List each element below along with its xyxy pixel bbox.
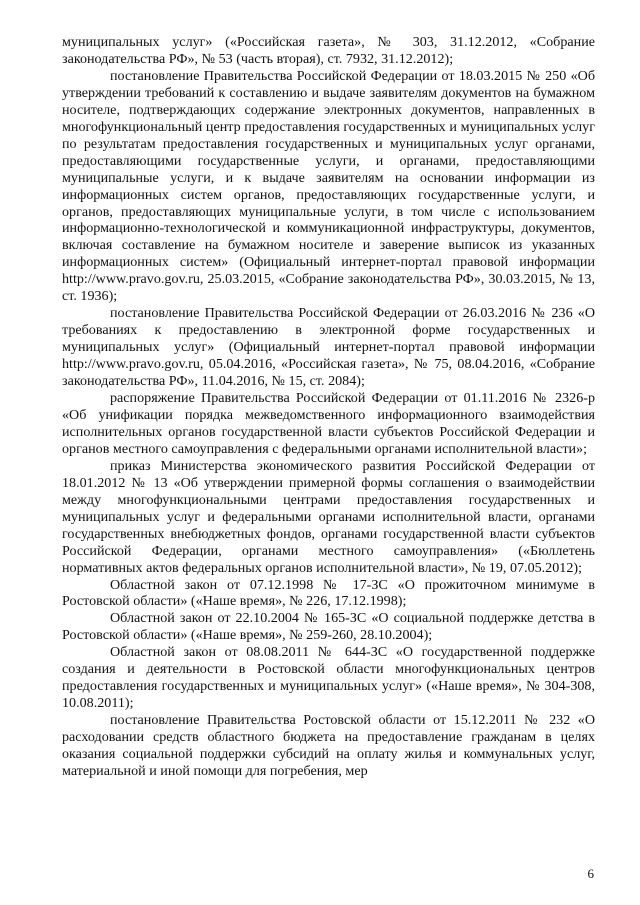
paragraph-regional-law-644: Областной закон от 08.08.2011 № 644-ЗС «О государственной поддержке создания и деятельности в Ростовской области многофункциональных центров предоставления государственных и муниципальных услуг» («Наше время», № 304-308, 10.08.2011); [62, 644, 595, 712]
paragraph-decree-236: постановление Правительства Российской Федерации от 26.03.2016 № 236 «О требованиях к предоставлению в электронной форме государственных и муниципальных услуг» (Официальный интернет-портал правовой информации http://www.pravo.gov.ru, 05.04.2016, «Российская газета», № 75, 08.04.2016, «Собрание законодательства РФ», 11.04.2016, № 15, ст. 2084); [62, 305, 595, 390]
paragraph-continuation: муниципальных услуг» («Российская газета», № 303, 31.12.2012, «Собрание законодательства РФ», № 53 (часть вторая), ст. 7932, 31.12.2012); [62, 34, 595, 67]
paragraph-order-2326: распоряжение Правительства Российской Федерации от 01.11.2016 № 2326-р «Об унификации порядка межведомственного информационного взаимодействия исполнительных органов государственной власти субъектов Российской Федерации и органов местного самоуправления с федеральными органами исполнительной власти»; [62, 390, 595, 457]
paragraph-decree-250: постановление Правительства Российской Федерации от 18.03.2015 № 250 «Об утверждении требований к составлению и выдаче заявителям документов на бумажном носителе, подтверждающих содержание электронных документов, направленных в многофункциональный центр предоставления государственных и муниципальных услуг по результатам предоставления государственных и муниципальных услуг органами, предоставляющими государственные услуги, и органами, предоставляющими муниципальные услуги, и к выдаче заявителям на основании информации из информационных систем органов, предоставляющих государственные услуги, и органов, предоставляющих муниципальные услуги, в том числе с использованием информационно-технологической и коммуникационной инфраструктуры, документов, включая составление на бумажном носителе и заверение выписок из указанных информационных систем» (Официальный интернет-портал правовой информации http://www.pravo.gov.ru, 25.03.2015, «Собрание законодательства РФ», 30.03.2015, № 13, ст. 1936); [62, 67, 595, 305]
document-page [62, 34, 595, 780]
paragraph-ministry-order-13: приказ Министерства экономического развития Российской Федерации от 18.01.2012 № 13 «Об утверждении примерной формы соглашения о взаимодействии между многофункциональными центрами предоставления государственных и муниципальных услуг и федеральными органами исполнительной власти, органами государственных внебюджетных фондов, органами государственной власти субъектов Российской Федерации, органами местного самоуправления» («Бюллетень нормативных актов федеральных органов исполнительной власти», № 19, 07.05.2012); [62, 457, 595, 576]
page-number: 6 [587, 866, 594, 881]
paragraph-regional-decree-232: постановление Правительства Ростовской области от 15.12.2011 № 232 «О расходовании средств областного бюджета на предоставление гражданам в целях оказания социальной поддержки субсидий на оплату жилья и коммунальных услуг, материальной и иной помощи для погребения, мер [62, 712, 595, 779]
paragraph-regional-law-165: Областной закон от 22.10.2004 № 165-ЗС «О социальной поддержке детства в Ростовской области» («Наше время», № 259-260, 28.10.2004); [62, 610, 595, 644]
paragraph-regional-law-17: Областной закон от 07.12.1998 № 17-ЗС «О прожиточном минимуме в Ростовской области» («Наше время», № 226, 17.12.1998); [62, 576, 595, 610]
